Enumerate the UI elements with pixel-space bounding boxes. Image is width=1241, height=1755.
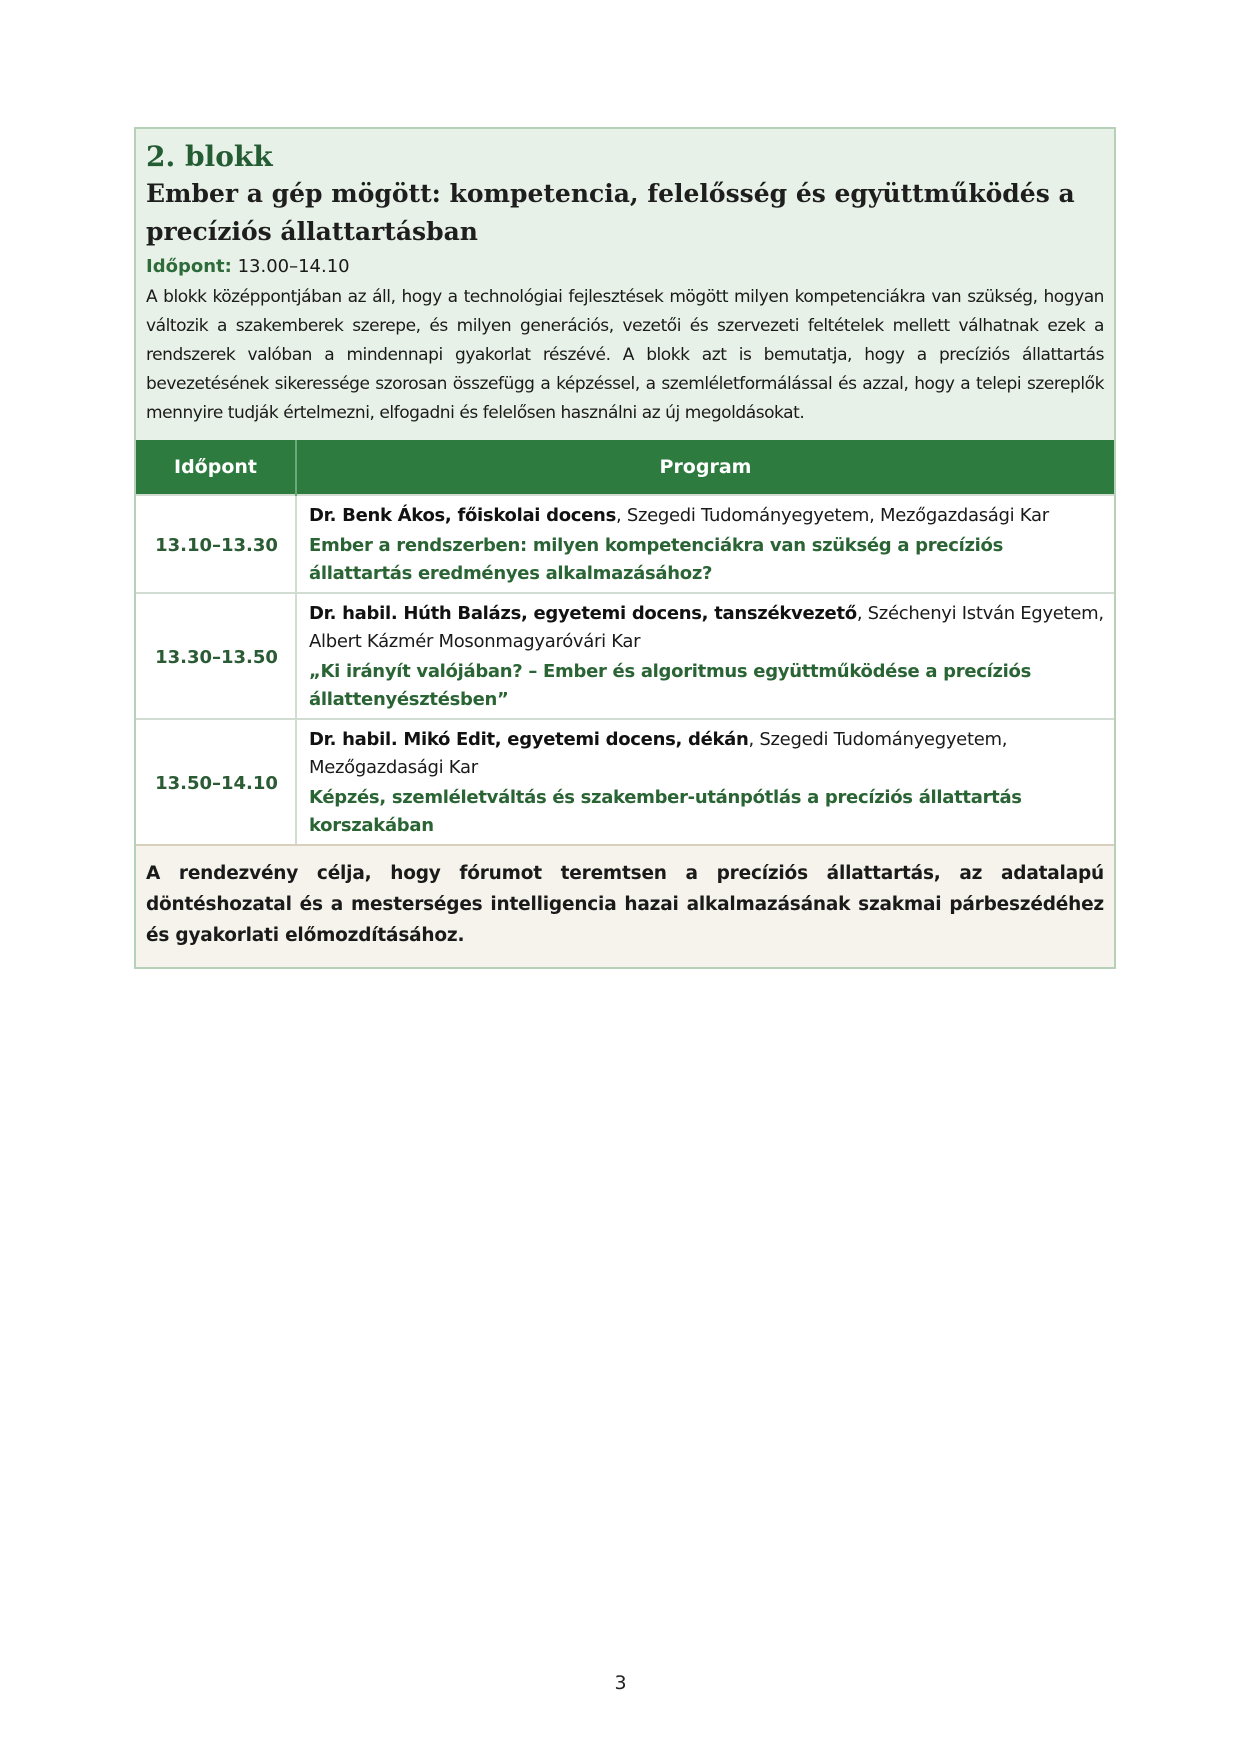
speaker-affiliation: , Szegedi Tudományegyetem, Mezőgazdasági Kar [615, 505, 1049, 526]
block-number: 2. blokk [146, 140, 273, 173]
block-intro [136, 129, 1114, 440]
speaker [309, 502, 1104, 530]
block-description: A blokk középpontjában az áll, hogy a technológiai fejlesztések mögött milyen kompetenciákra van szükség, hogyan változik a szakemberek szerepe, és milyen generációs, vezetői és szervezeti feltételek mellett válhatnak ezek a rendszerek valóban a mindennapi gyakorlat részévé. A blokk azt is bemutatja, hogy a precíziós állattartás bevezetésének sikeressége szorosan összefügg a képzéssel, a szemléletformálással és azzal, hogy a telepi szereplők mennyire tudják értelmezni, elfogadni és felelősen használni az új megoldásokat. [146, 287, 1104, 423]
speaker-name: Dr. habil. Húth Balázs, egyetemi docens, tanszékvezető [309, 603, 857, 624]
block-time-label: Időpont: [146, 256, 232, 277]
block-time [146, 253, 1104, 281]
table-header-row [136, 440, 1114, 495]
program-table [136, 440, 1114, 844]
table-row [136, 593, 1114, 719]
table-row [136, 719, 1114, 844]
speaker-name: Dr. habil. Mikó Edit, egyetemi docens, dékán [309, 729, 749, 750]
event-summary: A rendezvény célja, hogy fórumot teremtsen a precíziós állattartás, az adatalapú döntéshozatal és a mesterséges intelligencia hazai alkalmazásának szakmai párbeszédéhez és gyakorlati előmozdításához. [136, 844, 1114, 967]
talk-title: Képzés, szemléletváltás és szakember-utánpótlás a precíziós állattartás korszakában [309, 787, 1022, 836]
row-program [296, 495, 1114, 593]
row-time: 13.30–13.50 [136, 593, 296, 719]
header-time: Időpont [136, 440, 296, 495]
speaker-affiliation: , Szegedi Tudományegyetem, Mezőgazdasági Kar [309, 729, 1008, 778]
program-block [134, 127, 1116, 969]
speaker [309, 726, 1104, 782]
row-program [296, 593, 1114, 719]
row-program [296, 719, 1114, 844]
row-time: 13.50–14.10 [136, 719, 296, 844]
talk-title: „Ki irányít valójában? – Ember és algoritmus együttműködése a precíziós állattenyésztésben” [309, 661, 1032, 710]
page-number: 3 [614, 1672, 627, 1694]
talk-title: Ember a rendszerben: milyen kompetenciákra van szükség a precíziós állattartás eredményes alkalmazásához? [309, 535, 1003, 584]
block-title: Ember a gép mögött: kompetencia, felelősség és együttműködés a precíziós állattartásban [146, 179, 1075, 246]
table-row [136, 495, 1114, 593]
row-time: 13.10–13.30 [136, 495, 296, 593]
speaker [309, 600, 1104, 656]
block-time-value: 13.00–14.10 [237, 256, 350, 277]
header-program: Program [296, 440, 1114, 495]
speaker-name: Dr. Benk Ákos, főiskolai docens [309, 505, 616, 526]
speaker-affiliation: , Széchenyi István Egyetem, Albert Kázmér Mosonmagyaróvári Kar [309, 603, 1104, 652]
